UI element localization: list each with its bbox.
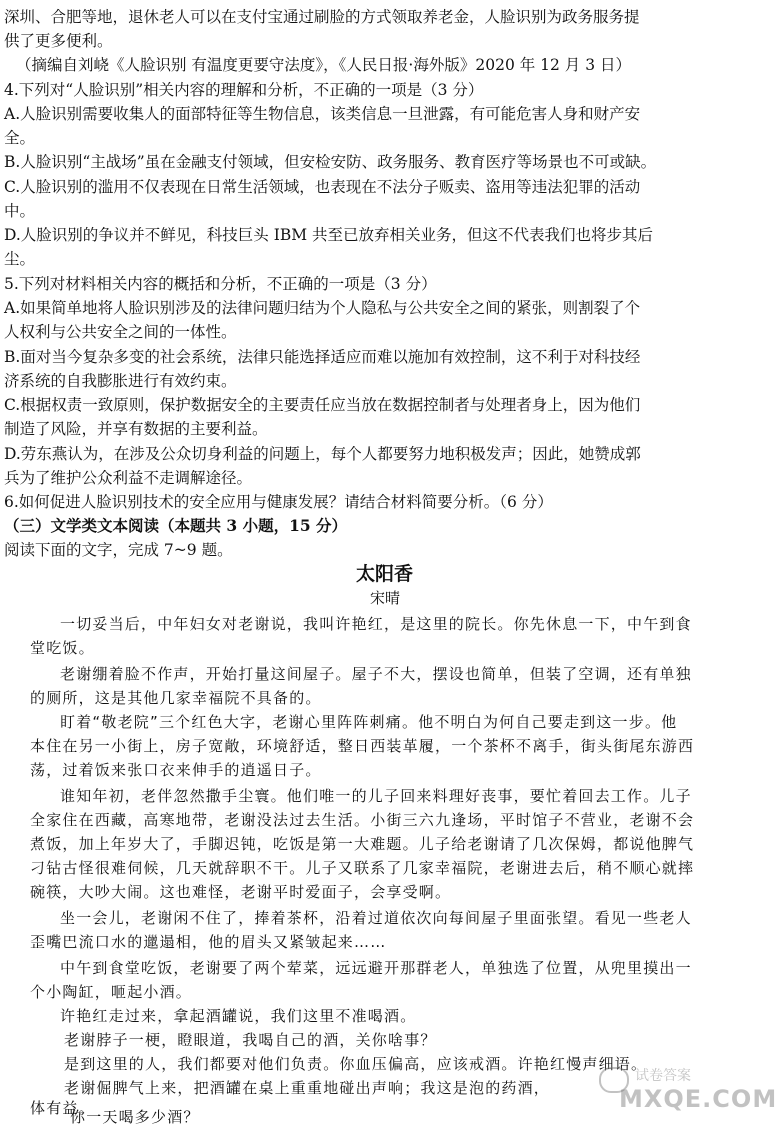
- q5-option-a-cont: 人权利与公共安全之间的一体性。: [4, 323, 237, 341]
- story-line: 老谢绷着脸不作声，开始打量这间屋子。屋子不大，摆设也简单，但装了空调，还有单独: [60, 665, 692, 683]
- question-4-stem: 4.下列对“人脸识别”相关内容的理解和分析，不正确的一项是（3 分）: [4, 81, 484, 99]
- q4-option-a-cont: 全。: [4, 129, 36, 147]
- section-heading: （三）文学类文本阅读（本题共 3 小题，15 分）: [4, 516, 348, 535]
- story-line: 全家住在西藏，高寒地带，老谢没法过去生活。小街三六九逢场，平时馆子不营业，老谢不会: [30, 811, 695, 829]
- q4-option-d-cont: 尘。: [4, 250, 36, 268]
- story-line: 歪嘴巴流口水的邋遢相，他的眉头又紧皱起来……: [30, 933, 387, 951]
- story-line: 坐一会儿，老谢闲不住了，捧着茶杯，沿着过道依次向每间屋子里面张望。看见一些老人: [60, 909, 692, 927]
- story-line: 本住在另一小街上，房子宽敞，环境舒适，整日西装革履，一个茶杯不离手，街头街尾东游西: [30, 737, 695, 755]
- story-line: 许艳红走过来，拿起酒罐说，我们这里不准喝酒。: [60, 1007, 417, 1025]
- story-author: 宋晴: [370, 589, 401, 607]
- q5-option-b: B.面对当今复杂多变的社会系统，法律只能选择适应而难以施加有效控制，这不利于对科技经: [4, 348, 641, 366]
- story-line: 刁钻古怪很难伺候，几天就辞职不干。儿子又联系了几家幸福院，老谢进去后，稍不顺心就摔: [30, 859, 695, 877]
- story-line: 老谢脖子一梗，瞪眼道，我喝自己的酒，关你啥事？: [64, 1031, 437, 1049]
- material-text-line: 供了更多便利。: [4, 32, 113, 50]
- q4-option-c: C.人脸识别的滥用不仅表现在日常生活领域，也表现在不法分子贩卖、盗用等违法犯罪的活动: [4, 178, 641, 196]
- material-text-line: 深圳、合肥等地，退休老人可以在支付宝通过刷脸的方式领取养老金，人脸识别为政务服务提: [4, 8, 640, 26]
- watermark-text: 试卷答案: [635, 1068, 691, 1084]
- q4-option-b: B.人脸识别“主战场”虽在金融支付领域，但安检安防、政务服务、教育医疗等场景也不可或缺。: [4, 153, 657, 171]
- q5-option-c: C.根据权责一致原则，保护数据安全的主要责任应当放在数据控制者与处理者身上，因为他们: [4, 396, 641, 414]
- story-line: 盯着“敬老院”三个红色大字，老谢心里阵阵刺痛。他不明白为何自己要走到这一步。他: [60, 713, 678, 731]
- story-line: 煮饭，加上年岁大了，手脚迟钝，吃饭是第一大难题。儿子给老谢请了几次保姆，都说他脾气: [30, 835, 695, 853]
- story-line: 个小陶缸，咂起小酒。: [30, 983, 193, 1001]
- q5-option-a: A.如果简单地将人脸识别涉及的法律问题归结为个人隐私与公共安全之间的紧张，则割裂了个: [4, 299, 641, 317]
- story-line: 堂吃饭。: [30, 639, 95, 657]
- story-line: 荡，过着饭来张口衣来伸手的逍遥日子。: [30, 761, 322, 779]
- section-instruction: 阅读下面的文字，完成 7~9 题。: [4, 541, 233, 559]
- story-line: 老谢倔脾气上来，把酒罐在桌上重重地碰出声响；我这是泡的药酒，: [64, 1079, 551, 1097]
- q5-option-d: D.劳东燕认为，在涉及公众切身利益的问题上，每个人都要努力地积极发声；因此，她赞成郭: [4, 445, 641, 463]
- q4-option-c-cont: 中。: [4, 202, 36, 220]
- story-line: 你一天喝多少酒？: [70, 1108, 200, 1126]
- material-source: （摘编自刘峣《人脸识别 有温度更要守法度》，《人民日报·海外版》2020 年 12 月 3 日）: [16, 56, 632, 74]
- q4-option-d: D.人脸识别的争议并不鲜见，科技巨头 IBM 共至已放弃相关业务，但这不代表我们也将步其后: [4, 226, 654, 244]
- story-line: 谁知年初，老伴忽然撒手尘寰。他们唯一的儿子回来料理好丧事，要忙着回去工作。儿子: [60, 787, 692, 805]
- story-line: 的厕所，这是其他几家幸福院不具备的。: [30, 689, 322, 707]
- watermark: [599, 1065, 777, 1113]
- question-5-stem: 5.下列对材料相关内容的概括和分析，不正确的一项是（3 分）: [4, 275, 437, 293]
- story-line: 体有益。: [30, 1099, 95, 1117]
- q5-option-d-cont: 兵为了维护公众利益不走调解途径。: [4, 469, 253, 487]
- watermark-site: MXQE.COM: [619, 1085, 777, 1113]
- q4-option-a: A.人脸识别需要收集人的面部特征等生物信息，该类信息一旦泄露，有可能危害人身和财产安: [4, 105, 641, 123]
- story-line: 中午到食堂吃饭，老谢要了两个荤菜，远远避开那群老人，单独选了位置，从兜里摸出一: [60, 959, 692, 977]
- story-line: 是到这里的人，我们都要对他们负责。你血压偏高，应该戒酒。许艳红慢声细语。: [64, 1055, 648, 1073]
- q5-option-b-cont: 济系统的自我膨胀进行有效约束。: [4, 372, 237, 390]
- story-line: 一切妥当后，中年妇女对老谢说，我叫许艳红，是这里的院长。你先休息一下，中午到食: [60, 615, 692, 633]
- q5-option-c-cont: 制造了风险，并享有数据的主要利益。: [4, 420, 268, 438]
- story-line: 碗筷，大吵大闹。这也难怪，老谢平时爱面子，会享受啊。: [30, 883, 452, 901]
- question-6: 6.如何促进人脸识别技术的安全应用与健康发展？请结合材料简要分析。（6 分）: [4, 493, 553, 511]
- story-title: 太阳香: [356, 563, 414, 585]
